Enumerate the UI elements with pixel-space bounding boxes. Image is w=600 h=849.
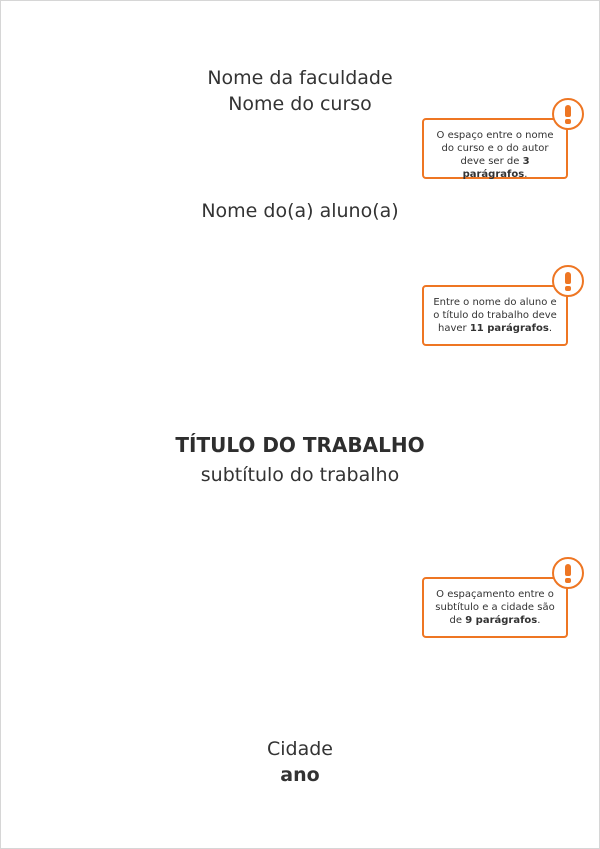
work-title: TÍTULO DO TRABALHO	[175, 433, 425, 457]
work-subtitle: subtítulo do trabalho	[200, 464, 400, 486]
exclamation-alert-icon	[552, 98, 584, 130]
author-name: Nome do(a) aluno(a)	[201, 200, 399, 222]
note-text: O espaçamento entre o subtítulo e a cidade são de	[435, 589, 555, 626]
note-emphasis: 9 parágrafos	[465, 615, 538, 626]
note-text-end: .	[524, 169, 528, 180]
spacing-note-author-title	[422, 285, 568, 346]
year: ano	[280, 764, 320, 786]
alert-dot	[565, 119, 571, 124]
note-text: O espaço entre o nome do curso e o do autor deve ser de	[436, 130, 554, 167]
alert-dot	[565, 286, 571, 291]
note-text-end: .	[548, 323, 552, 334]
alert-bar	[565, 564, 571, 576]
course-name: Nome do curso	[228, 93, 372, 115]
note-text-end: .	[537, 615, 541, 626]
exclamation-alert-icon	[552, 265, 584, 297]
note-emphasis: 3 parágrafos	[462, 156, 530, 180]
city: Cidade	[267, 738, 333, 760]
alert-dot	[565, 578, 571, 583]
institution-name: Nome da faculdade	[207, 67, 393, 89]
alert-bar	[565, 105, 571, 117]
alert-bar	[565, 272, 571, 284]
spacing-note-course-author	[422, 118, 568, 179]
note-emphasis: 11 parágrafos	[469, 323, 549, 334]
spacing-note-subtitle-city	[422, 577, 568, 638]
exclamation-alert-icon	[552, 557, 584, 589]
note-text: Entre o nome do aluno e o título do trabalho deve haver	[433, 297, 557, 334]
